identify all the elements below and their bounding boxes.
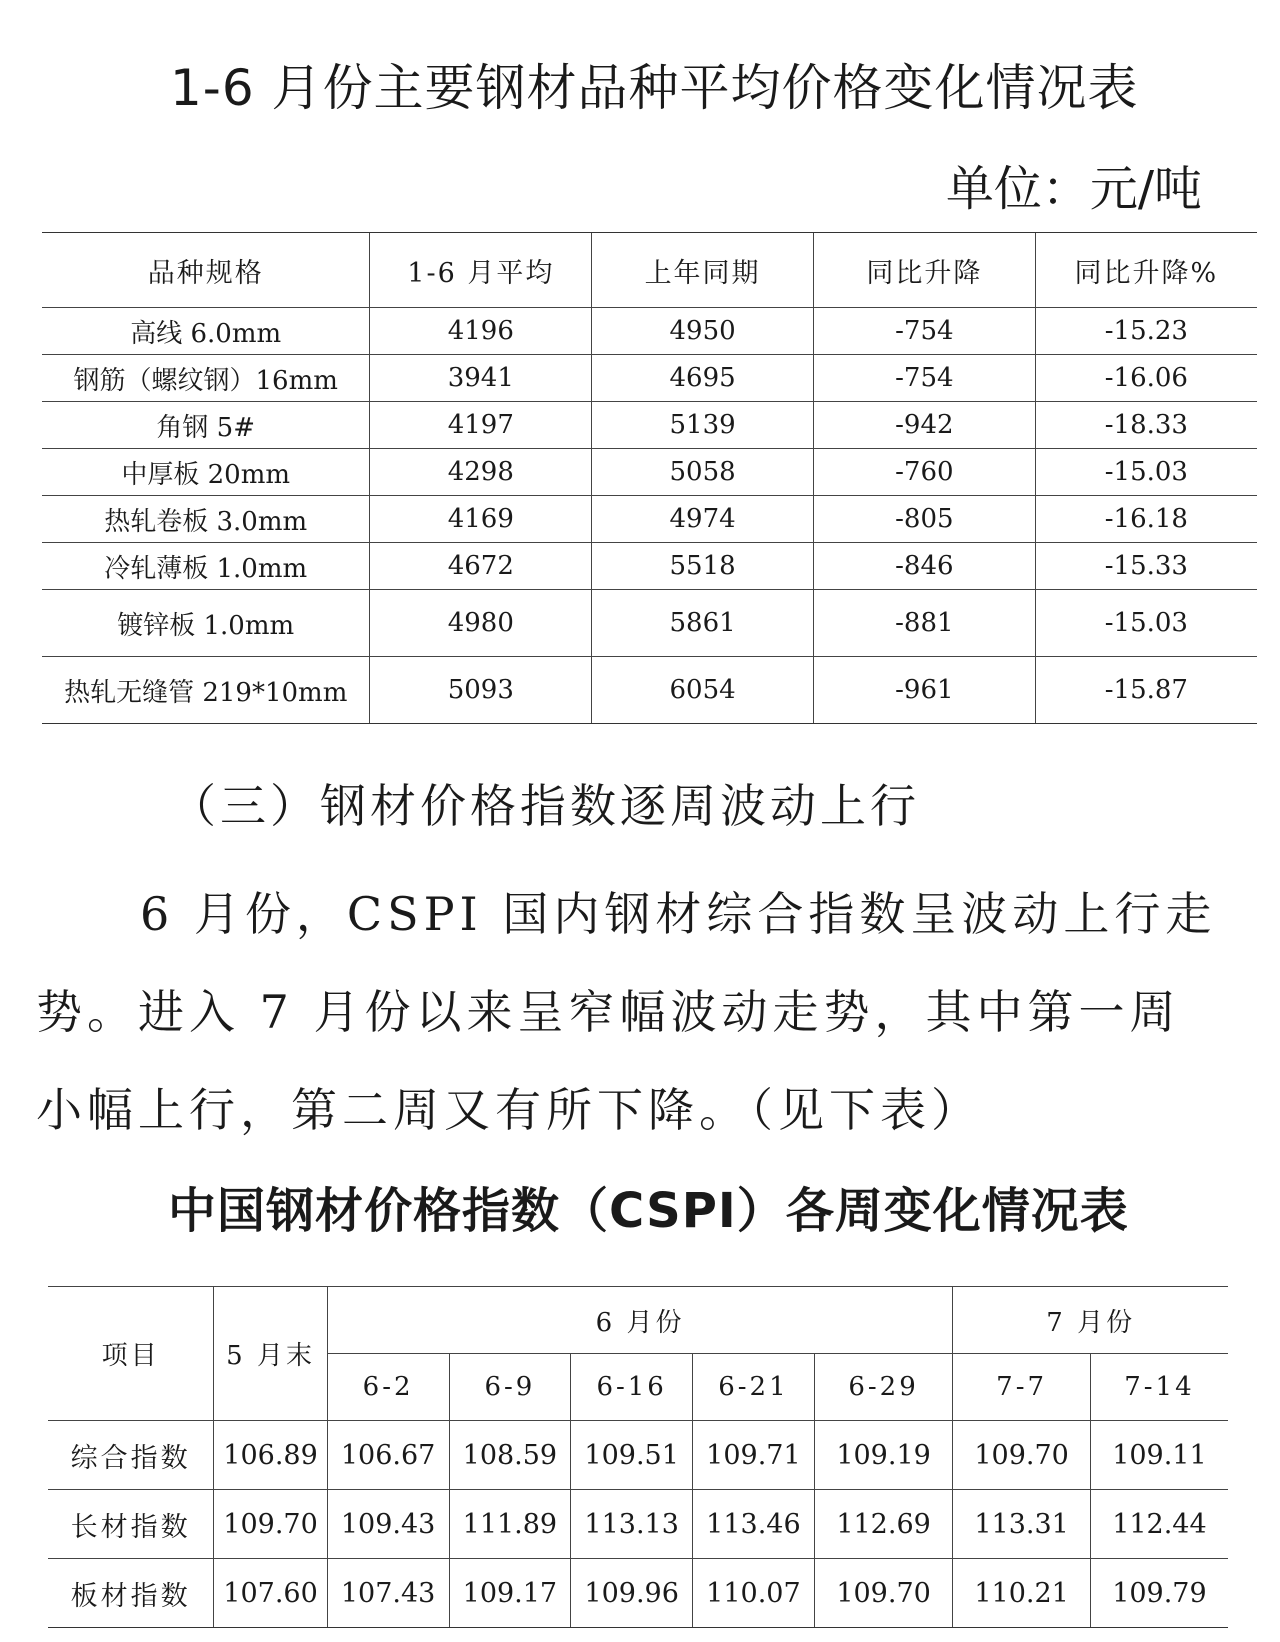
cell-avg: 4197 [370, 402, 592, 449]
cell-change: -760 [813, 449, 1035, 496]
cell-change: -754 [813, 355, 1035, 402]
cell-last-year: 5139 [592, 402, 814, 449]
cell-value: 111.89 [449, 1490, 571, 1559]
cell-percent: -15.03 [1035, 449, 1257, 496]
unit-label: 单位：元/吨 [945, 161, 1202, 217]
cspi-table-title: 中国钢材价格指数（CSPI）各周变化情况表 [168, 1183, 1129, 1239]
header-variety: 品种规格 [42, 233, 370, 308]
cell-last-year: 4950 [592, 308, 814, 355]
header-date: 6-29 [814, 1354, 953, 1421]
body-paragraph [36, 865, 1251, 1159]
header-avg: 1-6 月平均 [370, 233, 592, 308]
cell-value: 106.67 [327, 1421, 449, 1490]
header-last-year: 上年同期 [592, 233, 814, 308]
table-row [42, 355, 1257, 402]
header-date: 6-9 [449, 1354, 571, 1421]
cell-avg: 4169 [370, 496, 592, 543]
cell-value: 110.21 [953, 1559, 1091, 1628]
header-yoy-change: 同比升降 [813, 233, 1035, 308]
cell-variety: 热轧卷板 3.0mm [42, 496, 370, 543]
cell-avg: 4196 [370, 308, 592, 355]
header-date: 6-2 [327, 1354, 449, 1421]
table-row [42, 590, 1257, 657]
table-header-row [48, 1287, 1228, 1354]
header-yoy-percent: 同比升降% [1035, 233, 1257, 308]
cell-variety: 热轧无缝管 219*10mm [42, 657, 370, 724]
steel-price-table [42, 232, 1257, 724]
cell-variety: 镀锌板 1.0mm [42, 590, 370, 657]
cell-avg: 4672 [370, 543, 592, 590]
cell-value: 109.79 [1090, 1559, 1228, 1628]
table-row [42, 496, 1257, 543]
table-row [42, 308, 1257, 355]
cell-percent: -16.18 [1035, 496, 1257, 543]
cell-last-year: 5058 [592, 449, 814, 496]
table-row [42, 449, 1257, 496]
cell-avg: 3941 [370, 355, 592, 402]
cell-value: 110.07 [693, 1559, 815, 1628]
section-heading: （三）钢材价格指数逐周波动上行 [170, 779, 920, 833]
cell-value: 107.43 [327, 1559, 449, 1628]
table-row [48, 1490, 1228, 1559]
paragraph-line: 小幅上行，第二周又有所下降。（见下表） [36, 1083, 982, 1137]
paragraph-line: 6 月份，CSPI 国内钢材综合指数呈波动上行走 [140, 887, 1217, 941]
cell-percent: -16.06 [1035, 355, 1257, 402]
cell-value: 109.70 [814, 1559, 953, 1628]
row-label: 长材指数 [48, 1490, 214, 1559]
header-date: 6-16 [571, 1354, 693, 1421]
header-date: 6-21 [693, 1354, 815, 1421]
cell-value: 112.69 [814, 1490, 953, 1559]
cell-value: 106.89 [214, 1421, 327, 1490]
cell-percent: -15.33 [1035, 543, 1257, 590]
cell-last-year: 6054 [592, 657, 814, 724]
header-item: 项目 [48, 1287, 214, 1421]
cell-avg: 4298 [370, 449, 592, 496]
cell-change: -881 [813, 590, 1035, 657]
cell-percent: -15.23 [1035, 308, 1257, 355]
header-date: 7-14 [1090, 1354, 1228, 1421]
cell-avg: 5093 [370, 657, 592, 724]
cell-value: 109.70 [953, 1421, 1091, 1490]
cell-change: -961 [813, 657, 1035, 724]
cell-value: 109.51 [571, 1421, 693, 1490]
cell-value: 112.44 [1090, 1490, 1228, 1559]
header-date: 7-7 [953, 1354, 1091, 1421]
table-row [48, 1559, 1228, 1628]
cell-value: 109.17 [449, 1559, 571, 1628]
cell-value: 108.59 [449, 1421, 571, 1490]
table-row [42, 402, 1257, 449]
cell-percent: -18.33 [1035, 402, 1257, 449]
cell-value: 113.31 [953, 1490, 1091, 1559]
cell-last-year: 5518 [592, 543, 814, 590]
cell-variety: 角钢 5# [42, 402, 370, 449]
cell-value: 109.19 [814, 1421, 953, 1490]
row-label: 综合指数 [48, 1421, 214, 1490]
cell-avg: 4980 [370, 590, 592, 657]
row-label: 板材指数 [48, 1559, 214, 1628]
cell-percent: -15.87 [1035, 657, 1257, 724]
cell-value: 109.11 [1090, 1421, 1228, 1490]
cell-variety: 中厚板 20mm [42, 449, 370, 496]
header-july: 7 月份 [953, 1287, 1228, 1354]
cell-variety: 高线 6.0mm [42, 308, 370, 355]
cell-last-year: 4974 [592, 496, 814, 543]
header-may-end: 5 月末 [214, 1287, 327, 1421]
cell-value: 109.71 [693, 1421, 815, 1490]
cell-change: -846 [813, 543, 1035, 590]
table-row [42, 657, 1257, 724]
cell-change: -754 [813, 308, 1035, 355]
cell-value: 109.96 [571, 1559, 693, 1628]
paragraph-line: 势。进入 7 月份以来呈窄幅波动走势，其中第一周 [36, 985, 1181, 1039]
table-row [48, 1421, 1228, 1490]
header-june: 6 月份 [327, 1287, 953, 1354]
cell-value: 107.60 [214, 1559, 327, 1628]
cell-value: 113.13 [571, 1490, 693, 1559]
cell-last-year: 5861 [592, 590, 814, 657]
cell-variety: 钢筋（螺纹钢）16mm [42, 355, 370, 402]
cell-value: 113.46 [693, 1490, 815, 1559]
cell-variety: 冷轧薄板 1.0mm [42, 543, 370, 590]
cell-change: -942 [813, 402, 1035, 449]
cell-percent: -15.03 [1035, 590, 1257, 657]
cell-last-year: 4695 [592, 355, 814, 402]
cell-value: 109.70 [214, 1490, 327, 1559]
table-header-row [42, 233, 1257, 308]
document-title: 1-6 月份主要钢材品种平均价格变化情况表 [170, 59, 1139, 117]
cell-change: -805 [813, 496, 1035, 543]
cell-value: 109.43 [327, 1490, 449, 1559]
cspi-weekly-table [48, 1286, 1228, 1628]
table-row [42, 543, 1257, 590]
